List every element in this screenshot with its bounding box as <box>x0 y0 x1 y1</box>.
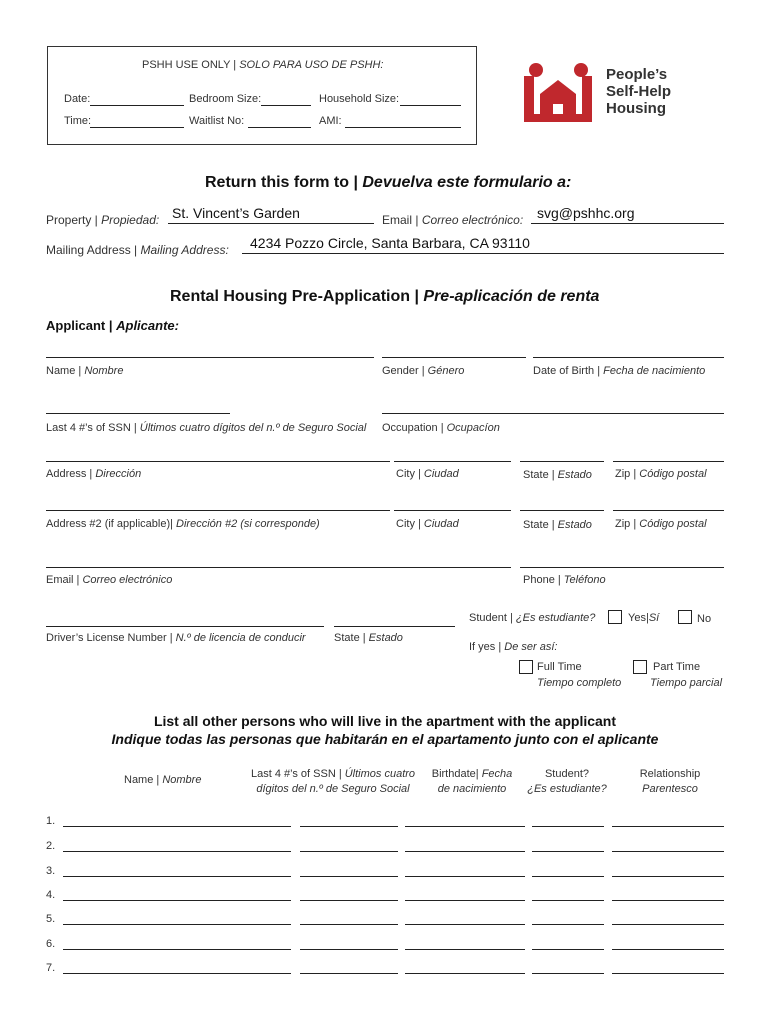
part-time-label-es: Tiempo parcial <box>650 677 723 689</box>
address2-field[interactable] <box>46 510 390 511</box>
person-name-field[interactable] <box>63 949 291 950</box>
occupation-field[interactable] <box>382 413 724 414</box>
person-name-field[interactable] <box>63 826 291 827</box>
person-ssn-field[interactable] <box>300 900 398 901</box>
person-relationship-field[interactable] <box>612 826 724 827</box>
person-relationship-field[interactable] <box>612 851 724 852</box>
row-number: 5. <box>46 913 56 925</box>
person-name-field[interactable] <box>63 924 291 925</box>
email-value: svg@pshhc.org <box>537 205 635 221</box>
person-birthdate-field[interactable] <box>405 900 525 901</box>
student-no-checkbox[interactable] <box>678 610 692 624</box>
time-label: Time: <box>64 115 92 127</box>
person-relationship-field[interactable] <box>612 973 724 974</box>
dob-label: Date of Birth | Fecha de nacimiento <box>533 365 706 377</box>
person-name-field[interactable] <box>63 900 291 901</box>
person-birthdate-field[interactable] <box>405 949 525 950</box>
applicant-email-label: Email | Correo electrónico <box>46 574 173 586</box>
mailing-address-line <box>242 253 724 254</box>
email-label: Email | Correo electrónico: <box>382 213 524 227</box>
col-birthdate-header: Birthdate| Fecha de nacimiento <box>431 768 513 795</box>
student-yes-label: Yes|Sí <box>628 612 660 624</box>
person-ssn-field[interactable] <box>300 851 398 852</box>
household-size-field[interactable] <box>400 105 461 106</box>
person-birthdate-field[interactable] <box>405 973 525 974</box>
row-number: 4. <box>46 889 56 901</box>
city-label: City | Ciudad <box>396 468 459 480</box>
bedroom-size-field[interactable] <box>261 105 311 106</box>
student-no-label: No <box>697 613 712 625</box>
household-size-label: Household Size: <box>319 93 400 105</box>
time-field[interactable] <box>90 127 184 128</box>
zip2-field[interactable] <box>613 510 724 511</box>
full-time-label: Full Time <box>537 661 582 673</box>
person-ssn-field[interactable] <box>300 924 398 925</box>
person-ssn-field[interactable] <box>300 876 398 877</box>
row-number: 6. <box>46 938 56 950</box>
property-line <box>168 223 374 224</box>
mailing-address-label: Mailing Address | Mailing Address: <box>46 243 229 257</box>
row-number: 7. <box>46 962 56 974</box>
col-relationship-header: Relationship Parentesco <box>639 768 701 795</box>
person-ssn-field[interactable] <box>300 826 398 827</box>
property-value: St. Vincent’s Garden <box>172 205 300 221</box>
full-time-label-es: Tiempo completo <box>537 677 622 689</box>
col-student-header: Student? ¿Es estudiante? <box>527 768 607 795</box>
person-student-field[interactable] <box>532 876 604 877</box>
if-yes-label: If yes | De ser así: <box>469 641 558 653</box>
person-name-field[interactable] <box>63 876 291 877</box>
state2-field[interactable] <box>520 510 604 511</box>
person-relationship-field[interactable] <box>612 900 724 901</box>
property-label: Property | Propiedad: <box>46 213 160 227</box>
date-label: Date: <box>64 93 91 105</box>
person-relationship-field[interactable] <box>612 949 724 950</box>
gender-label: Gender | Género <box>382 365 465 377</box>
other-persons-heading: List all other persons who will live in the apartment with the applicant <box>153 713 617 729</box>
person-relationship-field[interactable] <box>612 876 724 877</box>
person-birthdate-field[interactable] <box>405 851 525 852</box>
city2-label: City | Ciudad <box>396 518 459 530</box>
drivers-license-label: Driver’s License Number | N.º de licencia de conducir <box>46 632 306 644</box>
applicant-email-field[interactable] <box>46 567 511 568</box>
address-field[interactable] <box>46 461 390 462</box>
logo-text: People’s Self-Help Housing <box>606 66 672 117</box>
ami-field[interactable] <box>345 127 461 128</box>
person-birthdate-field[interactable] <box>405 826 525 827</box>
applicant-heading: Applicant | Aplicante: <box>46 318 179 333</box>
phone-field[interactable] <box>520 567 724 568</box>
zip2-label: Zip | Código postal <box>615 518 707 530</box>
ami-label: AMI: <box>319 115 342 127</box>
state-label: State | Estado <box>523 469 592 481</box>
name-field[interactable] <box>46 357 374 358</box>
address2-label: Address #2 (if applicable)| Dirección #2 (si corresponde) <box>46 518 320 530</box>
drivers-license-field[interactable] <box>46 626 324 627</box>
dob-field[interactable] <box>533 357 724 358</box>
person-student-field[interactable] <box>532 924 604 925</box>
waitlist-label: Waitlist No: <box>189 115 245 127</box>
part-time-checkbox[interactable] <box>633 660 647 674</box>
address-label: Address | Dirección <box>46 468 142 480</box>
student-yes-checkbox[interactable] <box>608 610 622 624</box>
form-title: Rental Housing Pre-Application | Pre-aplicación de renta <box>170 288 600 305</box>
name-label: Name | Nombre <box>46 365 124 377</box>
person-birthdate-field[interactable] <box>405 924 525 925</box>
person-student-field[interactable] <box>532 851 604 852</box>
person-birthdate-field[interactable] <box>405 876 525 877</box>
person-ssn-field[interactable] <box>300 949 398 950</box>
dl-state-field[interactable] <box>334 626 455 627</box>
col-ssn-header: Last 4 #’s of SSN | Últimos cuatro dígitos del n.º de Seguro Social <box>250 768 416 795</box>
person-relationship-field[interactable] <box>612 924 724 925</box>
person-name-field[interactable] <box>63 851 291 852</box>
email-line <box>531 223 724 224</box>
row-number: 3. <box>46 865 56 877</box>
row-number: 1. <box>46 815 56 827</box>
state2-label: State | Estado <box>523 519 592 531</box>
full-time-checkbox[interactable] <box>519 660 533 674</box>
pshh-logo <box>520 60 710 130</box>
city-field[interactable] <box>394 461 511 462</box>
return-heading: Return this form to | Devuelva este formulario a: <box>205 174 572 191</box>
phone-label: Phone | Teléfono <box>523 574 606 586</box>
city2-field[interactable] <box>394 510 511 511</box>
dl-state-label: State | Estado <box>334 632 403 644</box>
row-number: 2. <box>46 840 56 852</box>
col-name-header: Name | Nombre <box>124 774 202 786</box>
bedroom-size-label: Bedroom Size: <box>189 93 262 105</box>
part-time-label: Part Time <box>653 661 701 673</box>
house-logo-icon <box>520 60 600 130</box>
state-field[interactable] <box>520 461 604 462</box>
date-field[interactable] <box>90 105 184 106</box>
zip-field[interactable] <box>613 461 724 462</box>
occupation-label: Occupation | Ocupacíon <box>382 422 500 434</box>
ssn-label: Last 4 #’s of SSN | Últimos cuatro dígitos del n.º de Seguro Social <box>46 422 367 434</box>
person-ssn-field[interactable] <box>300 973 398 974</box>
person-student-field[interactable] <box>532 973 604 974</box>
waitlist-field[interactable] <box>248 127 311 128</box>
person-name-field[interactable] <box>63 973 291 974</box>
zip-label: Zip | Código postal <box>615 468 707 480</box>
ssn-field[interactable] <box>46 413 230 414</box>
person-student-field[interactable] <box>532 900 604 901</box>
person-student-field[interactable] <box>532 826 604 827</box>
office-use-title: PSHH USE ONLY | SOLO PARA USO DE PSHH: <box>142 59 384 71</box>
student-label: Student | ¿Es estudiante? <box>469 612 596 624</box>
mailing-address-value: 4234 Pozzo Circle, Santa Barbara, CA 93110 <box>250 235 530 251</box>
other-persons-heading-es: Indique todas las personas que habitarán en el apartamento junto con el aplicante <box>111 731 659 747</box>
gender-field[interactable] <box>382 357 526 358</box>
person-student-field[interactable] <box>532 949 604 950</box>
